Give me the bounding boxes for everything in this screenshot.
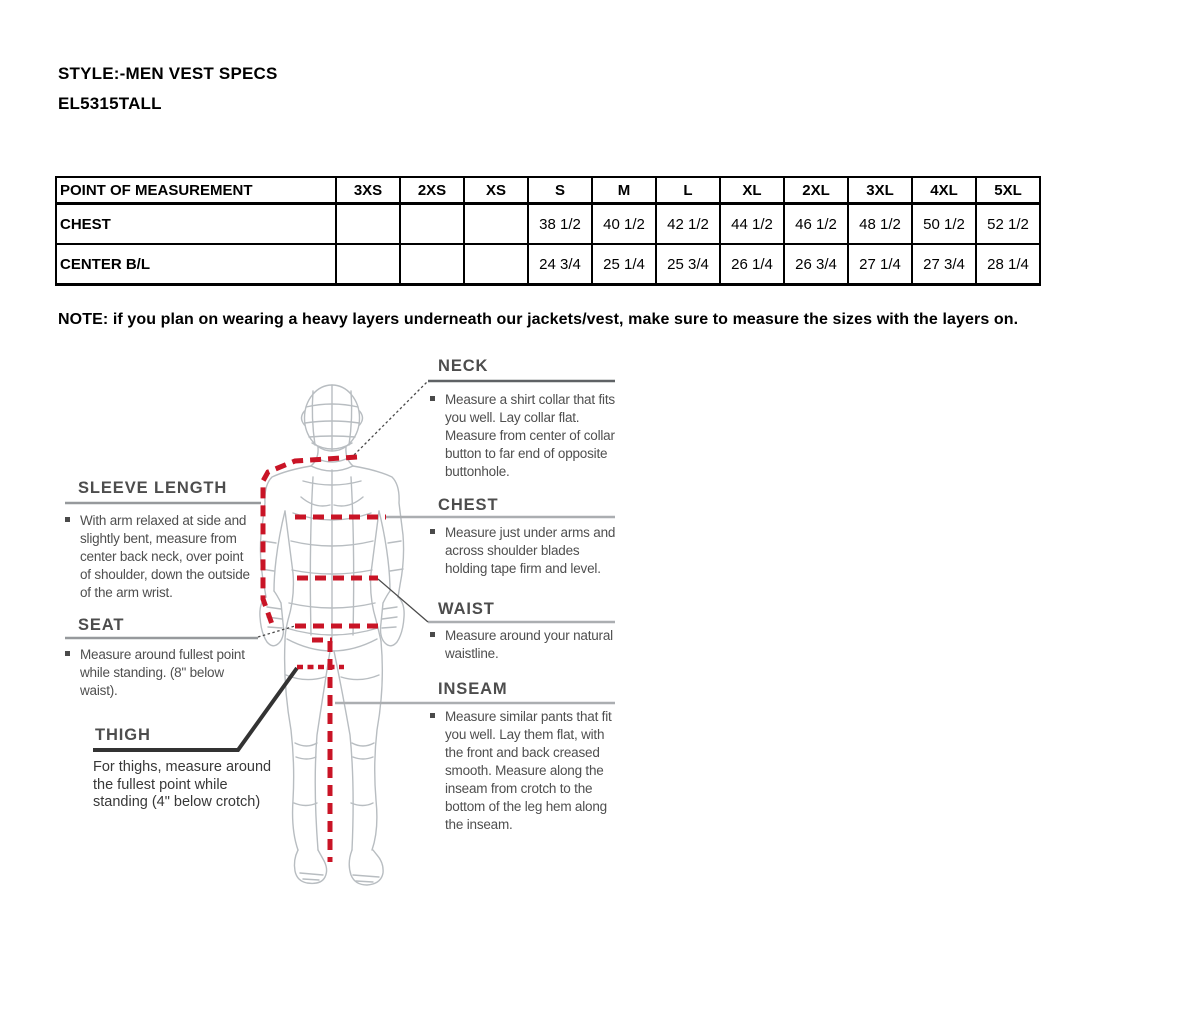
style-title: STYLE:-MEN VEST SPECS bbox=[58, 64, 278, 83]
column-header: 3XS bbox=[336, 177, 400, 204]
table-cell: 44 1/2 bbox=[720, 204, 784, 245]
table-cell: 24 3/4 bbox=[528, 244, 592, 285]
guide-heading-chest: CHEST bbox=[438, 496, 499, 514]
table-row bbox=[56, 244, 1040, 285]
measurement-diagram bbox=[55, 345, 650, 905]
table-cell: 25 1/4 bbox=[592, 244, 656, 285]
table-cell: 42 1/2 bbox=[656, 204, 720, 245]
table-cell bbox=[336, 244, 400, 285]
table-cell: 40 1/2 bbox=[592, 204, 656, 245]
table-cell: 46 1/2 bbox=[784, 204, 848, 245]
table-cell bbox=[400, 204, 464, 245]
bullet-icon bbox=[430, 529, 435, 534]
guide-text-thigh: For thighs, measure around the fullest point while standing (4" below crotch) bbox=[93, 759, 272, 810]
column-header: L bbox=[656, 177, 720, 204]
bullet-icon bbox=[65, 517, 70, 522]
table-cell bbox=[400, 244, 464, 285]
note-text: NOTE: if you plan on wearing a heavy layers underneath our jackets/vest, make sure to measure the sizes with the layers on. bbox=[58, 311, 1019, 328]
bullet-icon bbox=[430, 396, 435, 401]
neck-leader-line bbox=[354, 382, 427, 455]
column-header: XS bbox=[464, 177, 528, 204]
table-row bbox=[56, 204, 1040, 245]
column-header: 4XL bbox=[912, 177, 976, 204]
column-header: 2XL bbox=[784, 177, 848, 204]
guide-text-chest: Measure just under arms and across shoulder blades holding tape firm and level. bbox=[445, 525, 616, 576]
table-cell: 27 3/4 bbox=[912, 244, 976, 285]
guide-heading-seat: SEAT bbox=[78, 616, 125, 634]
column-header: XL bbox=[720, 177, 784, 204]
guide-text-neck: Measure a shirt collar that fits you well. Lay collar flat. Measure from center of collar button to far end of opposite buttonhole. bbox=[445, 392, 615, 479]
table-cell bbox=[336, 204, 400, 245]
table-cell: 50 1/2 bbox=[912, 204, 976, 245]
column-header: 3XL bbox=[848, 177, 912, 204]
table-cell: 48 1/2 bbox=[848, 204, 912, 245]
guide-text-inseam: Measure similar pants that fit you well. Lay them flat, with the front and back creased smooth. Measure along the inseam from crotch to the bottom of the leg hem along the inseam. bbox=[445, 709, 612, 832]
table-cell: 27 1/4 bbox=[848, 244, 912, 285]
table-cell bbox=[464, 244, 528, 285]
table-cell: 25 3/4 bbox=[656, 244, 720, 285]
column-header: M bbox=[592, 177, 656, 204]
column-header: S bbox=[528, 177, 592, 204]
table-cell: 26 3/4 bbox=[784, 244, 848, 285]
guide-heading-inseam: INSEAM bbox=[438, 680, 508, 698]
column-header: POINT OF MEASUREMENT bbox=[56, 177, 336, 204]
table-cell: 28 1/4 bbox=[976, 244, 1040, 285]
size-spec-table bbox=[55, 176, 1041, 286]
row-label: CHEST bbox=[56, 204, 336, 245]
column-header: 2XS bbox=[400, 177, 464, 204]
guide-heading-thigh: THIGH bbox=[95, 726, 151, 744]
style-code: EL5315TALL bbox=[58, 94, 162, 113]
table-cell: 38 1/2 bbox=[528, 204, 592, 245]
row-label: CENTER B/L bbox=[56, 244, 336, 285]
guide-heading-sleeve-length: SLEEVE LENGTH bbox=[78, 479, 228, 497]
column-header: 5XL bbox=[976, 177, 1040, 204]
guide-heading-neck: NECK bbox=[438, 357, 489, 375]
bullet-icon bbox=[430, 632, 435, 637]
bullet-icon bbox=[65, 651, 70, 656]
table-cell: 26 1/4 bbox=[720, 244, 784, 285]
guide-text-seat: Measure around fullest point while standing. (8" below waist). bbox=[80, 647, 245, 698]
table-cell: 52 1/2 bbox=[976, 204, 1040, 245]
table-header-row bbox=[56, 177, 1040, 204]
guide-text-sleeve-length: With arm relaxed at side and slightly bent, measure from center back neck, over point of shoulder, down the outside of the arm wrist. bbox=[80, 513, 250, 600]
guide-text-waist: Measure around your natural waistline. bbox=[445, 628, 613, 661]
guide-heading-waist: WAIST bbox=[438, 600, 495, 618]
bullet-icon bbox=[430, 713, 435, 718]
waist-leader-line bbox=[378, 579, 428, 622]
table-cell bbox=[464, 204, 528, 245]
